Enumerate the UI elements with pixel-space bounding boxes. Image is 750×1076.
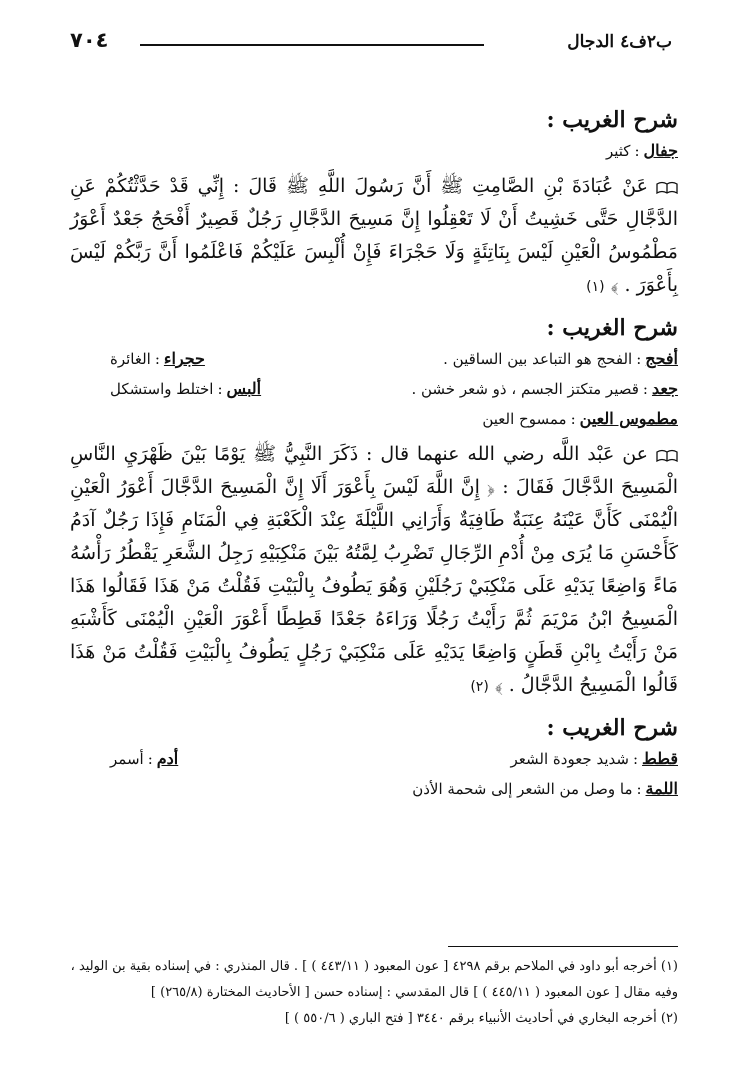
gloss-meaning: قصير متكتز الجسم ، ذو شعر خشن . — [411, 380, 639, 398]
gloss-term: أدم — [156, 749, 179, 768]
gloss-meaning: اختلط واستشكل — [110, 380, 214, 398]
gloss-entry: جعد:قصير متكتز الجسم ، ذو شعر خشن . — [411, 379, 678, 398]
gloss-term: جعد — [651, 379, 678, 398]
page-number: ٧٠٤ — [70, 28, 109, 52]
open-book-icon — [656, 449, 678, 462]
gloss-meaning: أسمر — [110, 750, 144, 768]
footnote-rule — [448, 946, 678, 947]
gloss-row — [70, 374, 678, 404]
gloss-entry: حجراء:الغائرة — [110, 349, 205, 368]
gloss-row — [70, 344, 678, 374]
gloss-meaning: الفحج هو التباعد بين الساقين . — [443, 350, 633, 368]
gloss-entry: أفحج:الفحج هو التباعد بين الساقين . — [443, 349, 678, 368]
gloss-meaning: ممسوح العين — [482, 410, 567, 428]
gloss-entry: جفال:كثير — [605, 141, 678, 160]
gloss-meaning: ما وصل من الشعر إلى شحمة الأذن — [412, 780, 633, 798]
gloss-term: أفحج — [645, 349, 678, 368]
hadith-body: عَنْ عُبَادَةَ بْنِ الصَّامِتِ ﷺ أَنَّ رَسُولَ اللَّهِ ﷺ قَالَ : إِنِّي قَدْ حَدَّثْتُكُمْ عَنِ الدَّجَّالِ حَتَّى خَشِيتُ أَنْ لَا تَعْقِلُوا إِنَّ مَسِيحَ الدَّجَّالِ رَجُلٌ قَصِيرٌ أَفْحَجُ جَعْدٌ أَعْوَرُ مَطْمُوسُ الْعَيْنِ لَيْسَ بِنَاتِئَةٍ وَلَا حَجْرَاءَ فَإِنْ أُلْبِسَ عَلَيْكُمْ فَاعْلَمُوا أَنَّ رَبَّكُمْ لَيْسَ بِأَعْوَرَ . ﴾ — [70, 175, 678, 296]
running-title: ب٢ف٤ الدجال — [567, 32, 672, 52]
hadith-body: عن عَبْد اللَّه رضي الله عنهما قال : ذَكَرَ النَّبِيُّ ﷺ يَوْمًا بَيْنَ ظَهْرَيِ النَّاسِ الْمَسِيحَ الدَّجَّالَ فَقَالَ : ﴿ إِنَّ اللَّهَ لَيْسَ بِأَعْوَرَ أَلَا إِنَّ الْمَسِيحَ الدَّجَّالَ أَعْوَرُ الْعَيْنِ الْيُمْنَى كَأَنَّ عَيْنَهُ عِنَبَةٌ طَافِيَةٌ وَأَرَانِي اللَّيْلَةَ عِنْدَ الْكَعْبَةِ فِي الْمَنَامِ فَإِذَا رَجُلٌ آدَمُ كَأَحْسَنِ مَا يُرَى مِنْ أُدْمِ الرِّجَالِ تَضْرِبُ لِمَّتُهُ بَيْنَ مَنْكِبَيْهِ رَجِلُ الشَّعَرِ يَقْطُرُ رَأْسُهُ مَاءً وَاضِعًا يَدَيْهِ عَلَى مَنْكِبَيْ رَجُلَيْنِ وَهُوَ يَطُوفُ بِالْبَيْتِ فَقُلْتُ مَنْ هَذَا فَقَالُوا هَذَا الْمَسِيحُ ابْنُ مَرْيَمَ ثُمَّ رَأَيْتُ رَجُلًا وَرَاءَهُ جَعْدًا قَطِطًا أَعْوَرَ الْعَيْنِ الْيُمْنَى كَأَشْبَهِ مَنْ رَأَيْتُ بِابْنِ قَطَنٍ وَاضِعًا يَدَيْهِ عَلَى مَنْكِبَيْ رَجُلٍ يَطُوفُ بِالْبَيْتِ فَقُلْتُ مَنْ هَذَا قَالُوا الْمَسِيحُ الدَّجَّالُ . ﴾ — [70, 443, 678, 696]
gloss-entry: أدم:أسمر — [110, 749, 179, 768]
gloss-entry: اللمة:ما وصل من الشعر إلى شحمة الأذن — [412, 779, 678, 798]
gloss-term: مطموس العين — [579, 409, 678, 428]
section-heading: شرح الغريب : — [546, 315, 678, 341]
footnote: (١) أخرجه أبو داود في الملاحم برقم ٤٢٩٨ [ عون المعبود ( ٤٤٣/١١ ) ] . قال المنذري : في إسناده بقية بن الوليد ، وفيه مقال [ عون المعبود ( ٤٤٥/١١ ) ] قال المقدسي : إسناده حسن [ الأحاديث المختارة (٢٦٥/٨) ] — [70, 959, 678, 1000]
gloss-term: حجراء — [163, 349, 205, 368]
gloss-term: قطط — [642, 749, 678, 768]
footnote-ref: (٢) — [470, 679, 489, 695]
hadith-text — [70, 170, 678, 304]
open-book-icon — [656, 181, 678, 194]
gloss-term: ألبس — [226, 379, 262, 398]
footnote: (٢) أخرجه البخاري في أحاديث الأنبياء برقم ٣٤٤٠ [ فتح الباري ( ٥٥٠/٦ ) ] — [284, 1011, 678, 1026]
page-header — [70, 30, 672, 56]
section-heading: شرح الغريب : — [546, 107, 678, 133]
gloss-meaning: الغائرة — [110, 350, 151, 368]
footnote-ref: (١) — [586, 279, 605, 295]
gloss-entry: ألبس:اختلط واستشكل — [110, 379, 262, 398]
gloss-meaning: شديد جعودة الشعر — [510, 750, 629, 768]
gloss-entry: مطموس العين:ممسوح العين — [482, 409, 678, 428]
body-text — [70, 104, 678, 804]
gloss-term: اللمة — [645, 779, 678, 798]
gloss-meaning: كثير — [605, 142, 631, 160]
gloss-term: جفال — [643, 141, 678, 160]
footnotes — [66, 954, 678, 1032]
section-heading: شرح الغريب : — [546, 715, 678, 741]
gloss-row — [70, 744, 678, 774]
header-rule — [140, 44, 484, 46]
gloss-entry: قطط:شديد جعودة الشعر — [510, 749, 678, 768]
hadith-text — [70, 438, 678, 704]
